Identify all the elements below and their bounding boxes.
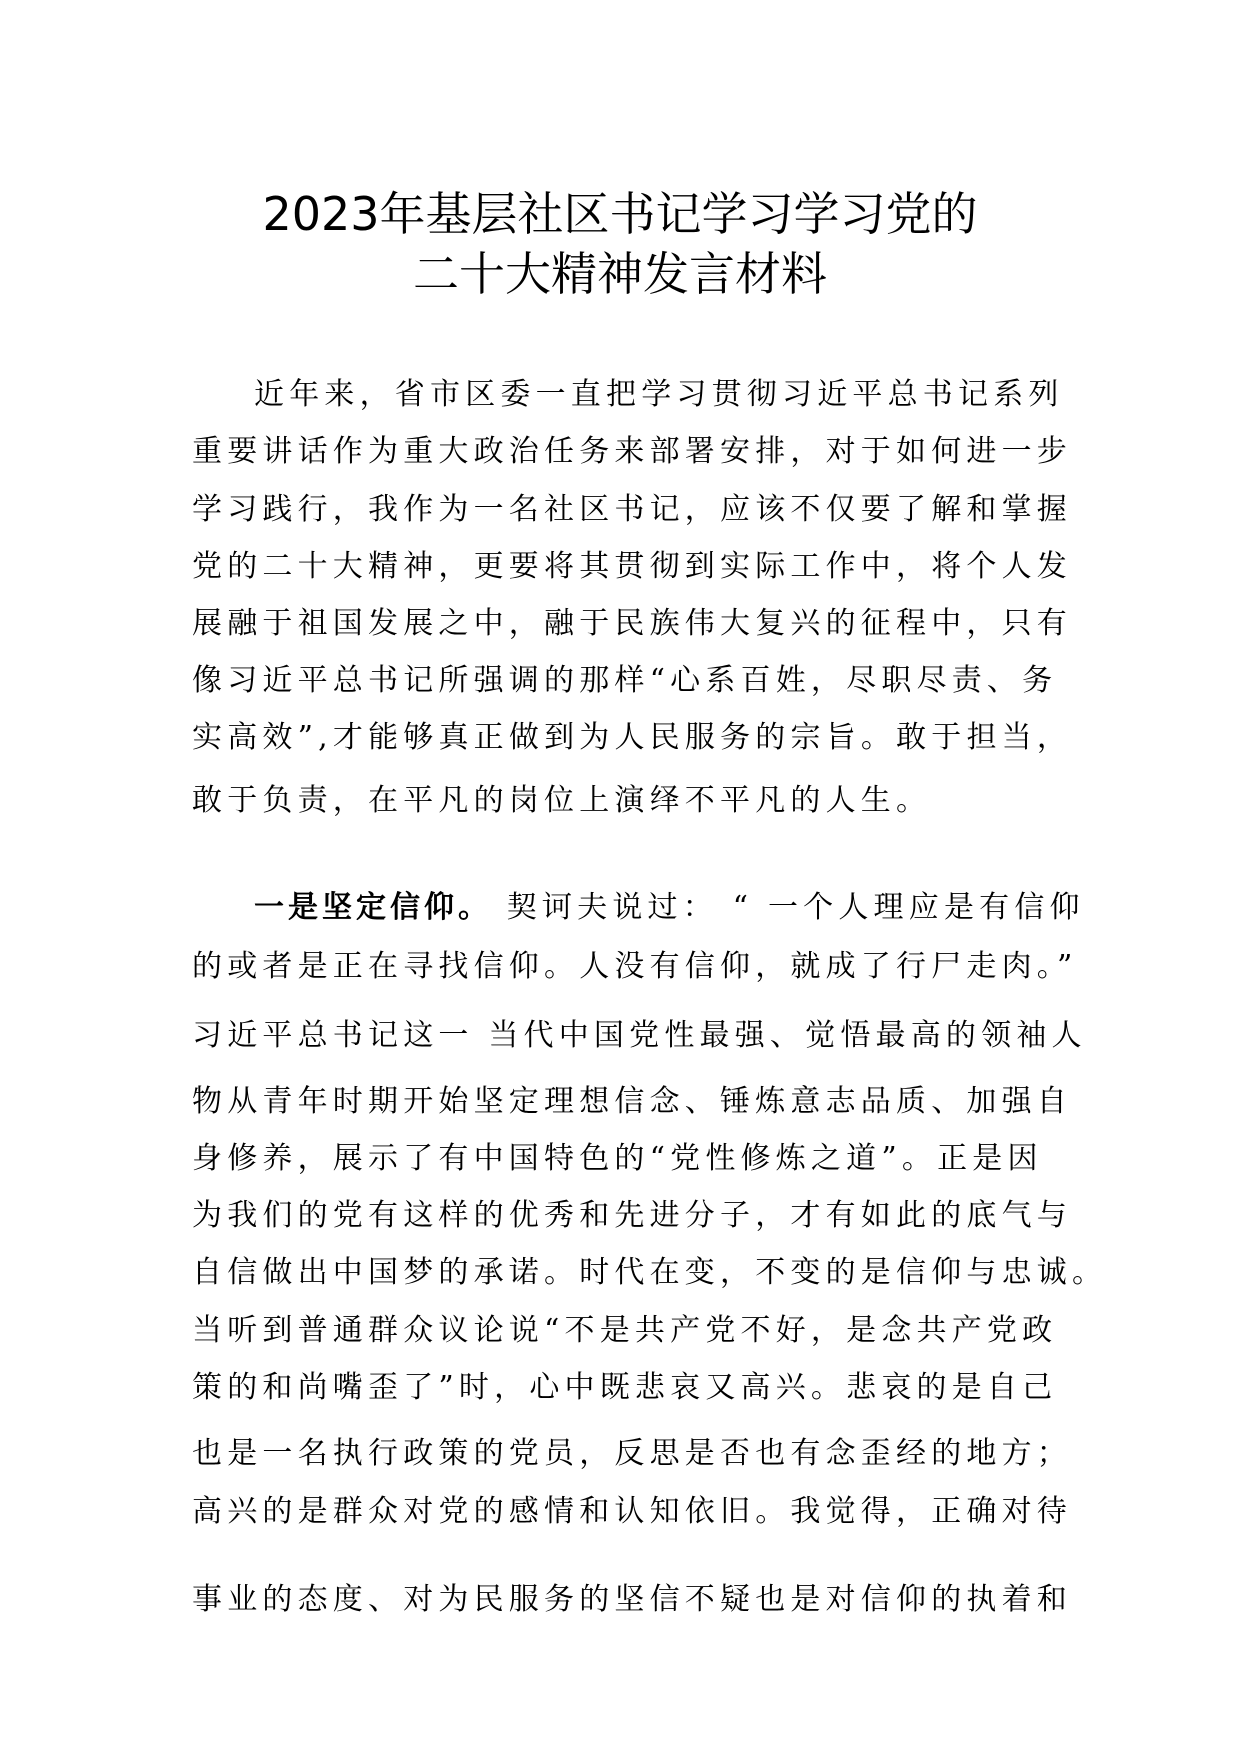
paragraph-2-line-1 [254, 888, 1085, 928]
paragraph-2-line-4: 物从青年时期开始坚定理想信念、锤炼意志品质、加强自 [192, 1084, 1072, 1119]
paragraph-2-line-9: 策的和尚嘴歪了”时，心中既悲哀又高兴。悲哀的是自己 [192, 1370, 1058, 1405]
paragraph-2-line-5: 身修养，展示了有中国特色的“党性修炼之道”。正是因 [192, 1141, 1043, 1176]
paragraph-2-line-8: 当听到普通群众议论说“不是共产党不好，是念共产党政 [192, 1313, 1058, 1348]
paragraph-2-first-line-text: 契诃夫说过： “ 一个人理应是有信仰 [492, 890, 1085, 925]
paragraph-1-line-2: 重要讲话作为重大政治任务来部署安排，对于如何进一步 [192, 434, 1072, 469]
paragraph-2-line-2: 的或者是正在寻找信仰。人没有信仰，就成了行尸走肉。” [192, 949, 1078, 984]
paragraph-1-line-7: 实高效”,才能够真正做到为人民服务的宗旨。敢于担当， [192, 720, 1073, 755]
paragraph-2-line-12: 事业的态度、对为民服务的坚信不疑也是对信仰的执着和 [192, 1582, 1072, 1617]
paragraph-2-line-11: 高兴的是群众对党的感情和认知依旧。我觉得，正确对待 [192, 1494, 1072, 1529]
paragraph-1-line-3: 学习践行，我作为一名社区书记，应该不仅要了解和掌握 [192, 492, 1072, 527]
paragraph-1-line-8: 敢于负责，在平凡的岗位上演绎不平凡的人生。 [192, 783, 932, 818]
paragraph-2-line-10: 也是一名执行政策的党员，反思是否也有念歪经的地方； [192, 1436, 1072, 1471]
paragraph-2-line-6: 为我们的党有这样的优秀和先进分子，才有如此的底气与 [192, 1198, 1072, 1233]
document-title-line-1: 2023年基层社区书记学习学习党的 [262, 187, 978, 241]
paragraph-1-line-6: 像习近平总书记所强调的那样“心系百姓，尽职尽责、务 [192, 663, 1058, 698]
paragraph-2-line-7: 自信做出中国梦的承诺。时代在变，不变的是信仰与忠诚。 [192, 1255, 1108, 1290]
paragraph-1-line-4: 党的二十大精神，更要将其贯彻到实际工作中，将个人发 [192, 549, 1072, 584]
paragraph-1-line-1: 近年来，省市区委一直把学习贯彻习近平总书记系列 [254, 377, 1064, 412]
document-title-line-2: 二十大精神发言材料 [413, 247, 827, 301]
paragraph-2-line-3: 习近平总书记这一 当代中国党性最强、觉悟最高的领袖人 [192, 1018, 1087, 1053]
paragraph-1-line-5: 展融于祖国发展之中，融于民族伟大复兴的征程中，只有 [192, 606, 1072, 641]
paragraph-2-lead: 一是坚定信仰。 [254, 890, 492, 925]
